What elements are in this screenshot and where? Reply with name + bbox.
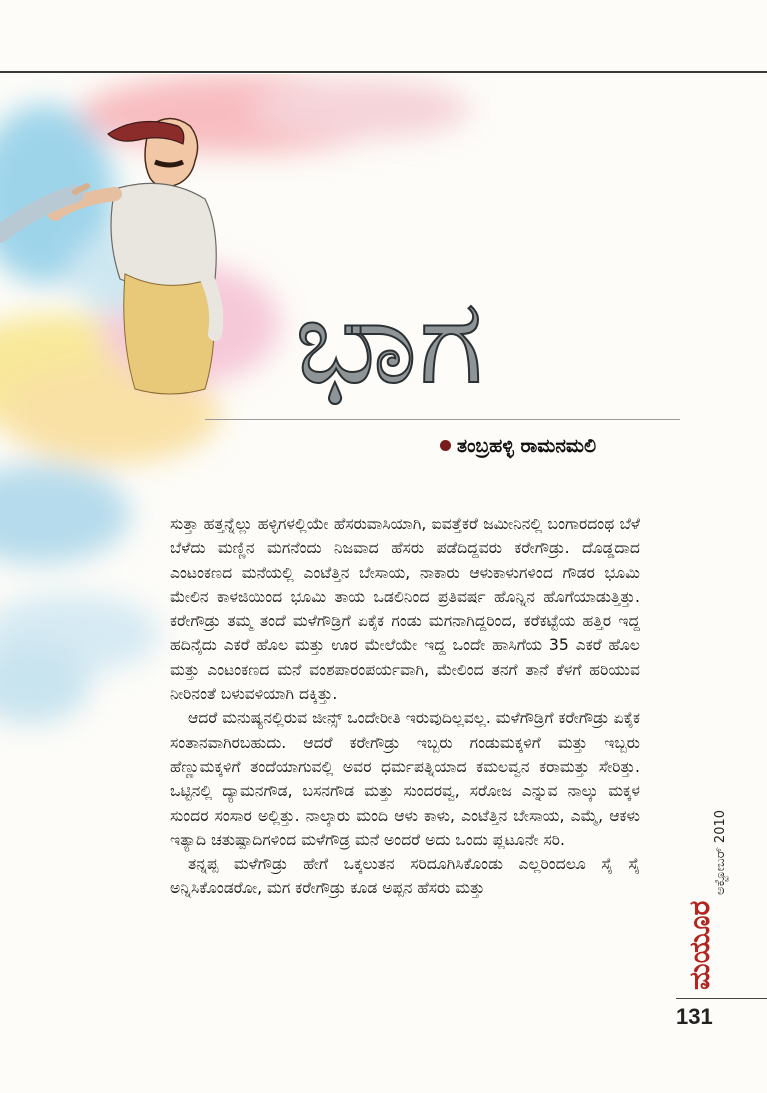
article-body: [170, 512, 640, 901]
footer-rule: [676, 998, 767, 999]
paragraph: ಆದರೆ ಮನುಷ್ಯನಲ್ಲಿರುವ ಜೀನ್ಸ್ ಒಂದೇರೀತಿ ಇರುವುದಿಲ್ಲವಲ್ಲ. ಮಳೆಗೌಡ್ರಿಗೆ ಕರೇಗೌಡ್ರು ಏಕೈಕ ಸಂತಾನವಾಗಿರಬಹುದು. ಆದರೆ ಕರೇಗೌಡ್ರು ಇಬ್ಬರು ಗಂಡುಮಕ್ಕಳಿಗೆ ಮತ್ತು ಇಬ್ಬರು ಹೆಣ್ಣುಮಕ್ಕಳಿಗೆ ತಂದೆಯಾಗುವಲ್ಲಿ ಅವರ ಧರ್ಮಪತ್ನಿಯಾದ ಕಮಲವ್ವನ ಕರಾಮತ್ತು ಸೇರಿತ್ತು. ಒಟ್ಟಿನಲ್ಲಿ ದ್ಯಾಮನಗೌಡ, ಬಸನಗೌಡ ಮತ್ತು ಸುಂದರವ್ವ, ಸರೋಜ ಎನ್ನುವ ನಾಲ್ಕು ಮಕ್ಕಳ ಸುಂದರ ಸಂಸಾರ ಅಲ್ಲಿತ್ತು. ನಾಲ್ಕಾರು ಮಂದಿ ಆಳು ಕಾಳು, ಎಂಟೆತ್ತಿನ ಬೇಸಾಯ, ಎಮ್ಮೆ, ಆಕಳು ಇತ್ಯಾದಿ ಚತುಷ್ಪಾದಿಗಳಿಂದ ಮಳೆಗೌಡ್ರ ಮನೆ ಅಂದರೆ ಅದು ಒಂದು ಪ್ಲಟೂನೇ ಸರಿ.: [170, 709, 640, 849]
page-number: 131: [676, 1004, 713, 1029]
paragraph: ತನ್ನಪ್ಪ ಮಳೆಗೌಡ್ರು ಹೇಗೆ ಒಕ್ಕಲುತನ ಸರಿದೂಗಿಸಿಕೊಂಡು ಎಲ್ಲರಿಂದಲೂ ಸೈ ಸೈ ಅನ್ನಿಸಿಕೊಂಡರೋ, ಮಗ ಕರೇಗೌಡ್ರು ಕೂಡ ಅಪ್ಪನ ಹೆಸರು ಮತ್ತು: [170, 855, 640, 898]
paragraph: ಸುತ್ತಾ ಹತ್ತನ್ನೆಲ್ಲು ಹಳ್ಳಿಗಳಲ್ಲಿಯೇ ಹೆಸರುವಾಸಿಯಾಗಿ, ಐವತ್ತೆಕರೆ ಜಮೀನಿನಲ್ಲಿ ಬಂಗಾರದಂಥ ಬೆಳೆ ಬೆಳೆದು ಮಣ್ಣಿನ ಮಗನೆಂದು ನಿಜವಾದ ಹೆಸರು ಪಡೆದಿದ್ದವರು ಕರೇಗೌಡ್ರು. ದೊಡ್ಡದಾದ ಎಂಟಂಕಣದ ಮನೆಯಲ್ಲಿ ಎಂಟೆತ್ತಿನ ಬೇಸಾಯ, ನಾಕಾರು ಆಳುಕಾಳುಗಳಿಂದ ಗೌಡರ ಭೂಮಿ ಮೇಲಿನ ಕಾಳಜಿಯಿಂದ ಭೂಮಿ ತಾಯ ಒಡಲಿನಿಂದ ಪ್ರತಿವರ್ಷ ಹೊನ್ನಿನ ಹೊಗೆಯಾಡುತ್ತಿತ್ತು. ಕರೇಗೌಡ್ರು ತಮ್ಮ ತಂದೆ ಮಳೆಗೌಡ್ರಿಗೆ ಏಕೈಕ ಗಂಡು ಮಗನಾಗಿದ್ದರಿಂದ, ಕರೆಕಟ್ಟೆಯ ಹತ್ತಿರ ಇದ್ದ ಹದಿನೈದು ಎಕರೆ ಹೊಲ ಮತ್ತು ಊರ ಮೇಲೆಯೇ ಇದ್ದ ಒಂದೇ ಹಾಸಿಗೆಯ 35 ಎಕರೆ ಹೊಲ ಮತ್ತು ಎಂಟಂಕಣದ ಮನೆ ವಂಶಪಾರಂಪರ್ಯವಾಗಿ, ಮೇಲಿಂದ ತನಗೆ ತಾನೆ ಕೆಳಗೆ ಹರಿಯುವ ನೀರಿನಂತೆ ಬಳುವಳಿಯಾಗಿ ದಕ್ಕಿತ್ತು.: [170, 515, 640, 704]
article-title: ಭಾಗ: [295, 272, 486, 410]
issue-date: ಅಕ್ಟೋಬರ್ 2010: [713, 809, 728, 895]
magazine-logo: ಮಯೂರ: [683, 900, 716, 990]
author-name: ತಂಬ್ರಹಳ್ಳಿ ರಾಮನಮಲಿ: [457, 435, 597, 457]
bullet-icon: [440, 440, 451, 451]
title-divider: [205, 419, 680, 420]
author-byline: [440, 432, 680, 460]
header-rule: [0, 71, 767, 73]
